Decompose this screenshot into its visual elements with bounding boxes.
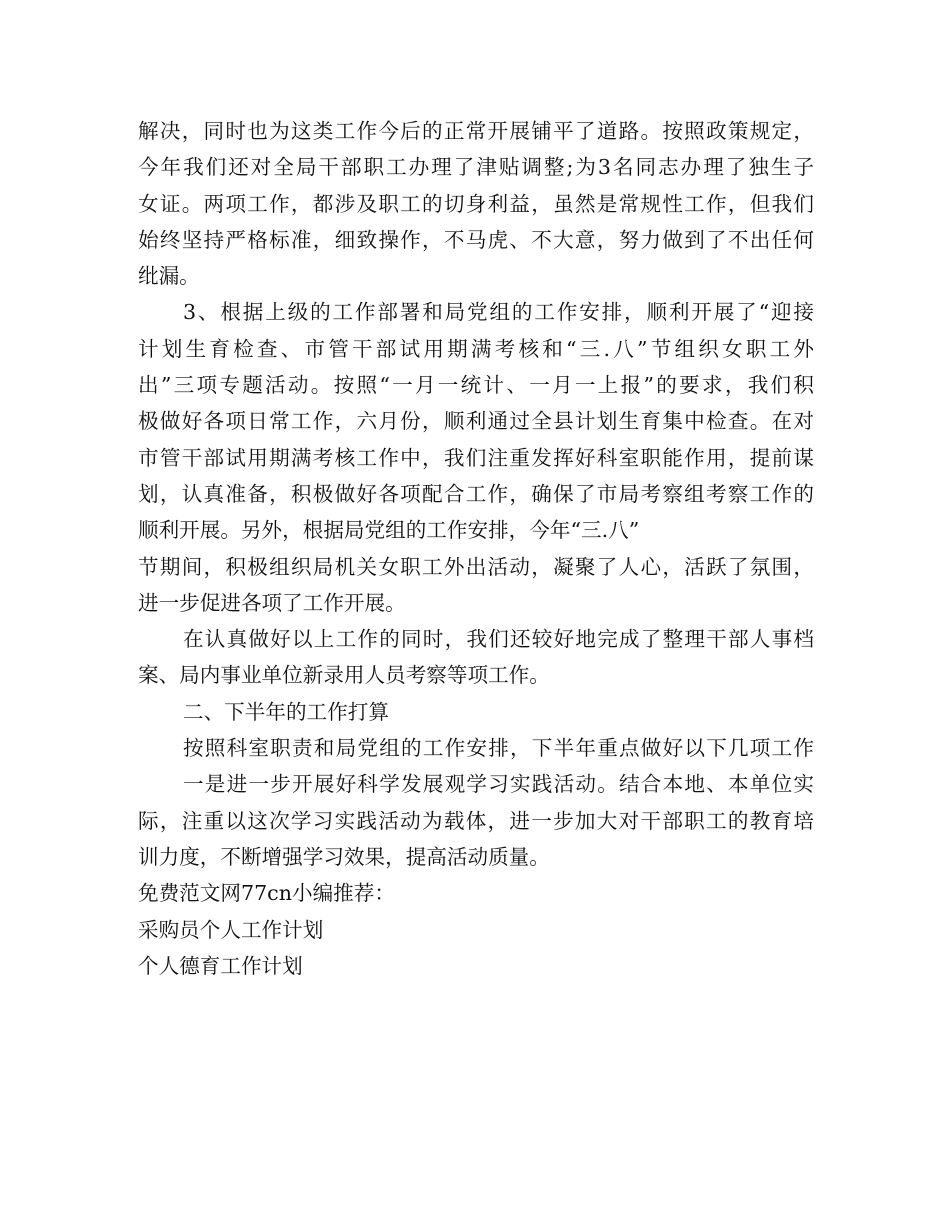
text-line: 个人德育工作计划 (138, 953, 303, 978)
text-line: 市管干部试用期满考核工作中，我们注重发挥好科室职能作用，提前谋 (138, 445, 814, 470)
text-line: 进一步促进各项了工作开展。 (138, 590, 406, 615)
text-line: 计划生育检查、市管干部试用期满考核和“三.八”节组织女职工外 (138, 336, 814, 361)
text-line: 出”三项专题活动。按照“一月一统计、一月一上报”的要求，我们积 (138, 373, 814, 398)
text-line: 划，认真准备，积极做好各项配合工作，确保了市局考察组考察工作的 (138, 481, 814, 506)
document-body (138, 113, 814, 984)
text-line: 顺利开展。另外，根据局党组的工作安排，今年“三.八” (138, 518, 640, 543)
text-line: 今年我们还对全局干部职工办理了津贴调整;为3名同志办理了独生子 (138, 155, 814, 180)
text-line: 免费范文网77cn小编推荐： (138, 881, 395, 906)
text-line: 采购员个人工作计划 (138, 917, 324, 942)
text-line: 始终坚持严格标准，细致操作，不马虎、不大意，努力做到了不出任何 (138, 227, 814, 252)
text-line: 女证。两项工作，都涉及职工的切身利益，虽然是常规性工作，但我们 (138, 191, 814, 216)
text-line: 际，注重以这次学习实践活动为载体，进一步加大对干部职工的教育培 (138, 808, 814, 833)
text-line: 按照科室职责和局党组的工作安排，下半年重点做好以下几项工作 (183, 736, 814, 761)
text-line: 在认真做好以上工作的同时，我们还较好地完成了整理干部人事档 (183, 627, 814, 652)
text-line: 纰漏。 (138, 264, 200, 289)
text-line: 节期间，积极组织局机关女职工外出活动，凝聚了人心，活跃了氛围， (138, 554, 814, 579)
text-line: 案、局内事业单位新录用人员考察等项工作。 (138, 663, 550, 688)
text-line: 训力度，不断增强学习效果，提高活动质量。 (138, 844, 550, 869)
text-line: 极做好各项日常工作，六月份，顺利通过全县计划生育集中检查。在对 (138, 409, 814, 434)
text-line: 3、根据上级的工作部署和局党组的工作安排，顺利开展了“迎接 (183, 300, 814, 325)
text-line: 解决，同时也为这类工作今后的正常开展铺平了道路。按照政策规定， (138, 119, 814, 143)
text-line: 二、下半年的工作打算 (183, 699, 389, 724)
text-line: 一是进一步开展好科学发展观学习实践活动。结合本地、本单位实 (183, 772, 814, 797)
